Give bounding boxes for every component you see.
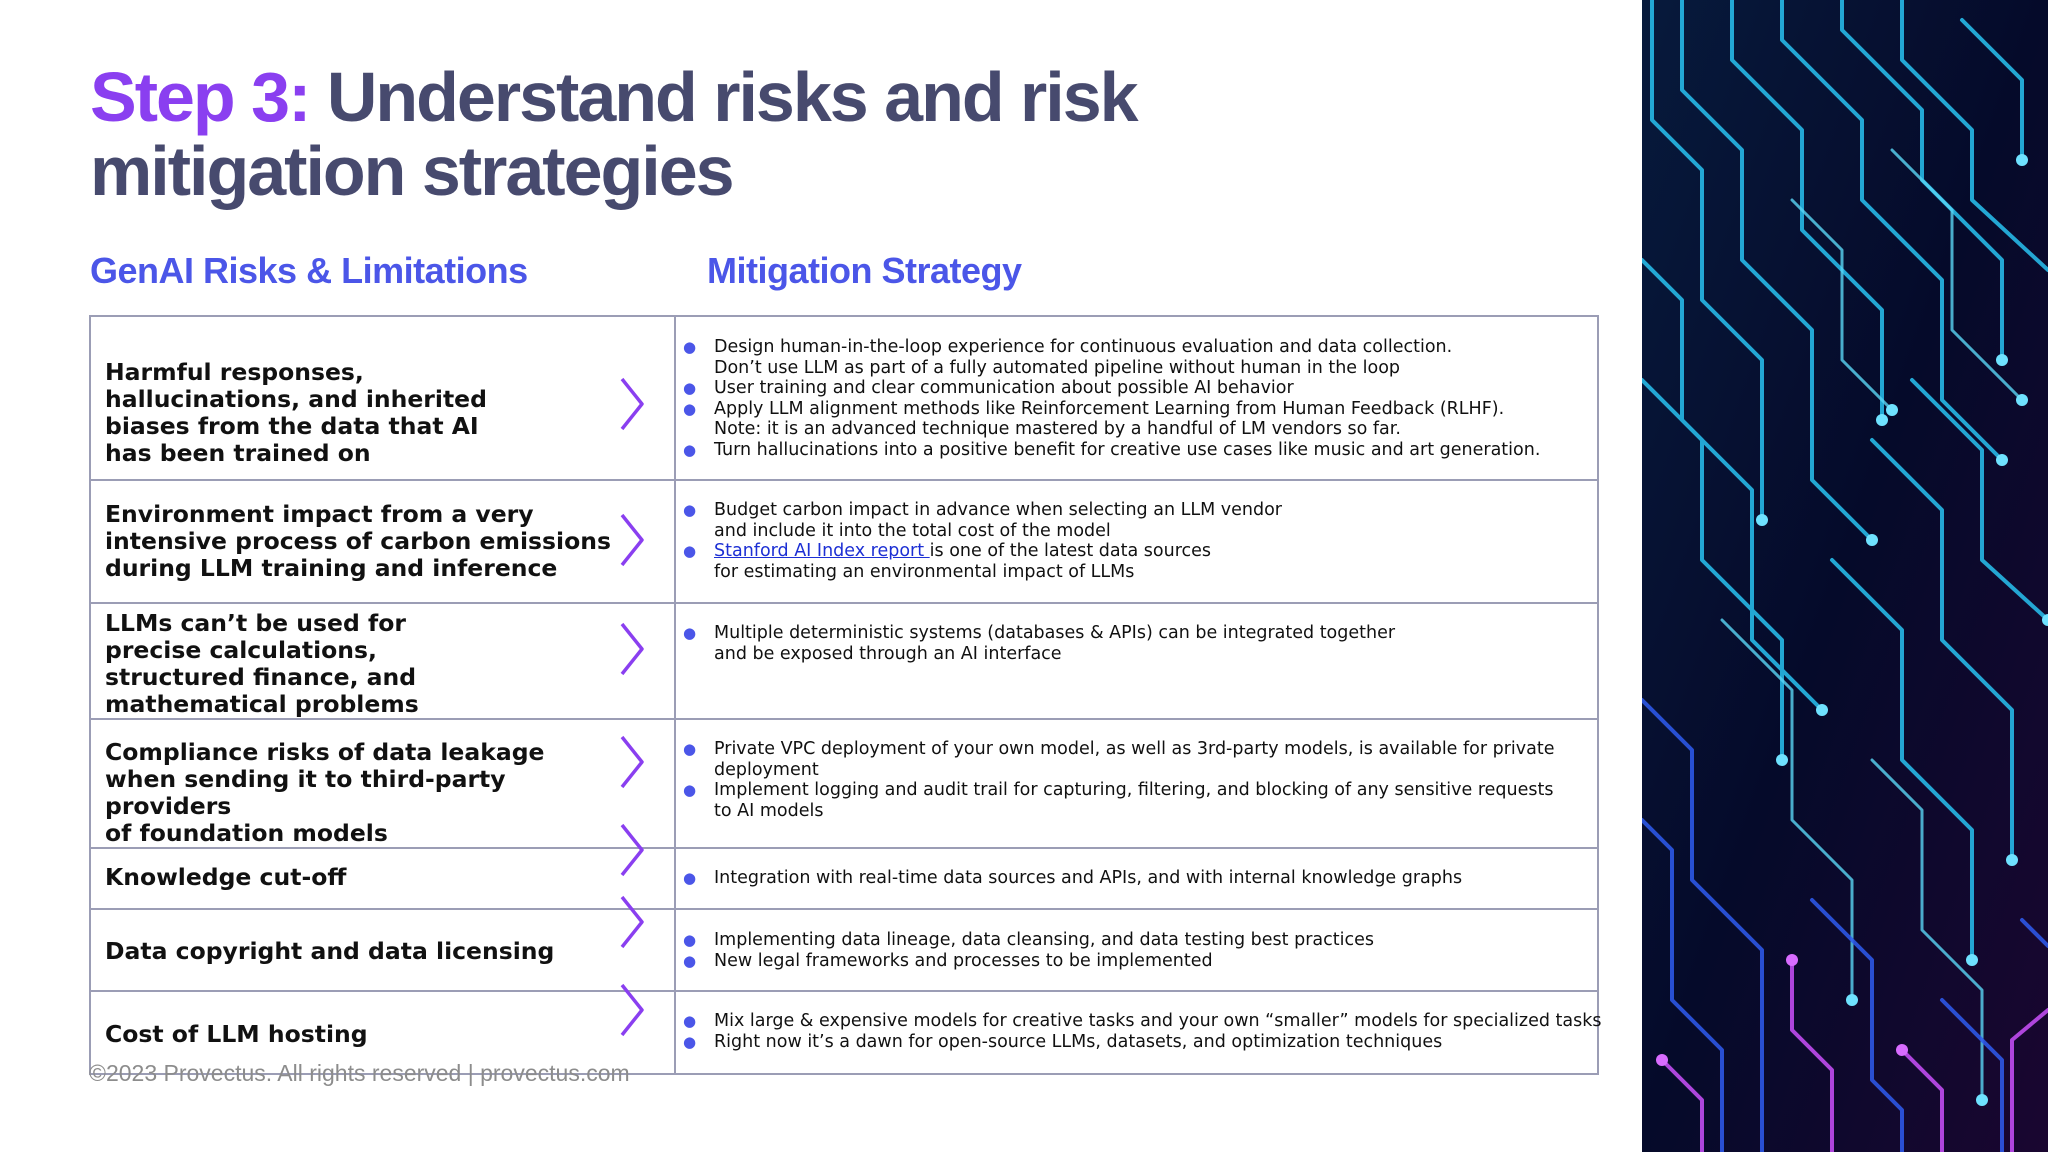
risks-column-heading: GenAI Risks & Limitations [90,250,528,291]
mitigation-list [683,930,1374,971]
copyright-footer: ©2023 Provectus. All rights reserved | provectus.com [89,1060,630,1086]
chevron-right-icon [618,512,646,568]
list-item: ● Private VPC deployment of your own model, as well as 3rd-party models, is available for private deployment [683,739,1555,780]
mitigation-column-heading: Mitigation Strategy [707,250,1022,291]
list-item: ● New legal frameworks and processes to be implemented [683,950,1213,971]
risk-data-copyright: Data copyright and data licensing [105,937,555,965]
list-item: ● Design human-in-the-loop experience for continuous evaluation and data collection. Don’t use LLM as part of a fully automated pipeline without human in the loop [683,337,1453,378]
row-divider [89,847,1599,849]
mitigation-list [683,623,1395,664]
risk-harmful-responses: Harmful responses, hallucinations, and inherited biases from the data that AI has been trained on [105,358,487,467]
mitigation-list [683,868,1462,889]
mitigation-list [683,739,1555,821]
list-item: ● Apply LLM alignment methods like Reinforcement Learning from Human Feedback (RLHF). Note: it is an advanced technique mastered by a handful of LM vendors so far. [683,398,1505,439]
list-item: ● Integration with real-time data sources and APIs, and with internal knowledge graphs [683,868,1463,888]
page-title [90,60,1590,208]
title-line-2: mitigation strategies [90,132,733,210]
step-label: Step 3: [90,58,310,136]
list-item: ● User training and clear communication about possible AI behavior [683,378,1294,398]
title-line-1: Understand risks and risk [326,58,1137,136]
row-divider [89,479,1599,481]
chevron-right-icon [618,376,646,432]
list-item: ● Multiple deterministic systems (databases & APIs) can be integrated together and be exposed through an AI interface [683,623,1396,664]
list-item: ● Implementing data lineage, data cleansing, and data testing best practices [683,930,1374,950]
chevron-right-icon [618,621,646,677]
list-item: ● Stanford AI Index report is one of the latest data sources for estimating an environmental impact of LLMs [683,541,1212,582]
risk-llm-hosting-cost: Cost of LLM hosting [105,1020,368,1048]
list-item: ● Budget carbon impact in advance when selecting an LLM vendor and include it into the total cost of the model [683,500,1282,541]
risk-knowledge-cutoff: Knowledge cut-off [105,863,347,891]
risk-calculations: LLMs can’t be used for precise calculations, structured finance, and mathematical problems [105,609,419,718]
risk-environment-impact: Environment impact from a very intensive process of carbon emissions during LLM training and inference [105,500,611,582]
row-divider [89,908,1599,910]
risk-compliance: Compliance risks of data leakage when sending it to third-party providers of foundation models [105,738,545,847]
row-divider [89,990,1599,992]
list-item: ● Implement logging and audit trail for capturing, filtering, and blocking of any sensitive requests to AI models [683,780,1554,821]
chevron-right-icon [618,894,646,950]
mitigation-list [683,1011,1601,1052]
mitigation-list [683,337,1540,460]
stanford-ai-index-link[interactable]: Stanford AI Index report [714,541,930,561]
chevron-right-icon [618,982,646,1038]
chevron-right-icon [618,822,646,878]
list-item: ● Turn hallucinations into a positive benefit for creative use cases like music and art generation. [683,439,1541,460]
row-divider [89,602,1599,604]
circuit-board-image [1642,0,2048,1152]
mitigation-list [683,500,1282,582]
row-divider [89,718,1599,720]
table-column-divider [674,315,676,1075]
list-item: ● Right now it’s a dawn for open-source LLMs, datasets, and optimization techniques [683,1031,1443,1052]
list-item: ● Mix large & expensive models for creative tasks and your own “smaller” models for specialized tasks [683,1011,1602,1031]
chevron-right-icon [618,734,646,790]
